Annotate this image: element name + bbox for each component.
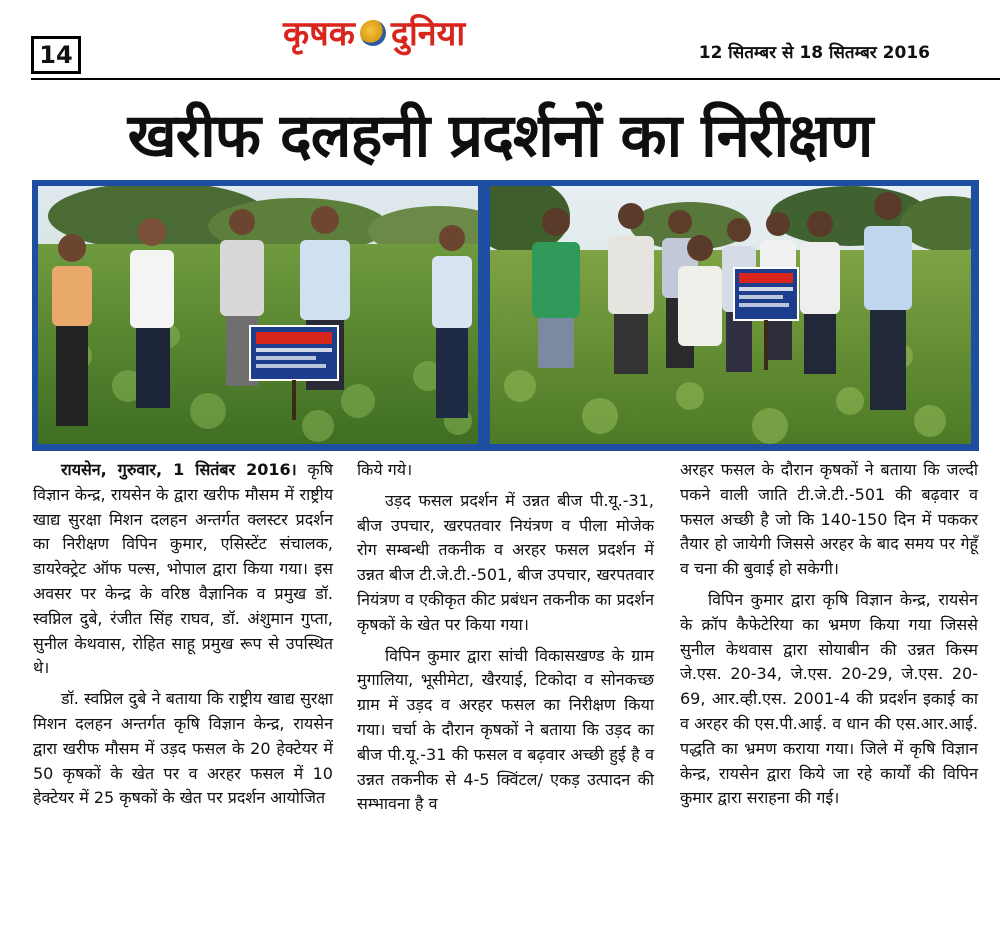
issue-dates: 12 सितम्बर से 18 सितम्बर 2016: [698, 43, 930, 63]
article-paragraph: उड़द फसल प्रदर्शन में उन्नत बीज पी.यू.-31, बीज उपचार, खरपतवार नियंत्रण व पीला मोजेक रोग सम्बन्धी तकनीक व अरहर फसल प्रदर्शन में उन्नत बीज टी.जे.टी.-501, बीज उपचार, खरपतवार नियंत्रण व एकीकृत कीट प्रबंधन तकनीक का प्रदर्शन कृषकों के खेत पर किया गया।: [357, 490, 654, 634]
photo-right: [490, 186, 971, 444]
globe-icon: [360, 20, 386, 46]
photo-left-image: [38, 186, 478, 444]
article-column-3: [680, 458, 978, 811]
article-paragraph: विपिन कुमार द्वारा कृषि विज्ञान केन्द्र, रायसेन के क्रॉप कैफेटेरिया का भ्रमण किया गया जिससे सुनील केथवास द्वारा सोयाबीन की उन्नत किस्म जे.एस. 20-34, जे.एस. 20-29, जे.एस. 20-69, आर.व्ही.एस. 2001-4 की प्रदर्शन इकाई का व अरहर की एस.पी.आई. व धान की एस.आर.आई. पद्धति का भ्रमण कराया गया। जिले में कृषि विज्ञान केन्द्र, रायसेन द्वारा किये जा रहे कार्यों की विपिन कुमार द्वारा सराहना की गई।: [680, 589, 978, 808]
paragraph-text: कृषि विज्ञान केन्द्र, रायसेन के द्वारा खरीफ मौसम में राष्ट्रीय खाद्य सुरक्षा मिशन दलहन अन्तर्गत क्लस्टर प्रदर्शन का निरीक्षण विपिन कुमार, एसिस्टेंट संचालक, डायरेक्ट्रेट ऑफ पल्स, भोपाल द्वारा किया गया। इस अवसर पर केन्द्र के वरिष्ठ वैज्ञानिक व प्रमुख डॉ. स्वप्निल दुबे, रंजीत सिंह राघव, डॉ. अंशुमान गुप्ता, सुनील केथवास, रोहित साहू प्रमुख रूप से उपस्थित थे।: [33, 460, 334, 678]
article-paragraph: विपिन कुमार द्वारा सांची विकासखण्ड के ग्राम मुगालिया, भूसीमेटा, खैरयाई, टिकोदा व सोनकच्छ ग्राम में उड़द व अरहर फसल का निरीक्षण किया गया। चर्चा के दौरान कृषकों ने बताया कि उड़द का बीज पी.यू.-31 की फसल व बढ़वार अच्छी हुई है व उन्नत तकनीक से 4-5 क्विंटल/ एकड़ उत्पादन की सम्भावना है व: [357, 645, 654, 814]
newspaper-logo: [283, 12, 465, 56]
headline: खरीफ दलहनी प्रदर्शनों का निरीक्षण: [127, 101, 873, 171]
photo-left: [38, 186, 478, 444]
article-paragraph: [33, 458, 333, 681]
article-paragraph: डॉ. स्वप्निल दुबे ने बताया कि राष्ट्रीय खाद्य सुरक्षा मिशन दलहन अन्तर्गत कृषि विज्ञान केन्द्र, रायसेन द्वारा खरीफ मौसम में उड़द फसल के 20 हेक्टेयर में 50 कृषकों के खेत पर व अरहर फसल में 10 हेक्टेयर में 25 कृषकों के खेत पर प्रदर्शन आयोजित: [33, 689, 333, 808]
photo-right-image: [490, 186, 971, 444]
article-paragraph: अरहर फसल के दौरान कृषकों ने बताया कि जल्दी पकने वाली जाति टी.जे.टी.-501 की बढ़वार व फसल अच्छी है जो कि 140-150 दिन में पककर तैयार हो जायेगी जिससे अरहर के बाद समय पर गेहूँ व चना की बुवाई हो सकेगी।: [680, 460, 978, 579]
photo-frame: [32, 180, 979, 451]
article-column-2: [357, 458, 654, 817]
page-number: 14: [31, 36, 81, 74]
dateline: रायसेन, गुरुवार, 1 सितंबर 2016।: [61, 460, 297, 479]
article-column-1: [33, 458, 333, 811]
article-paragraph: किये गये।: [357, 460, 413, 479]
logo-text-right: दुनिया: [390, 14, 466, 54]
masthead-rule: [31, 78, 1000, 80]
logo-text-left: कृषक: [283, 14, 355, 54]
